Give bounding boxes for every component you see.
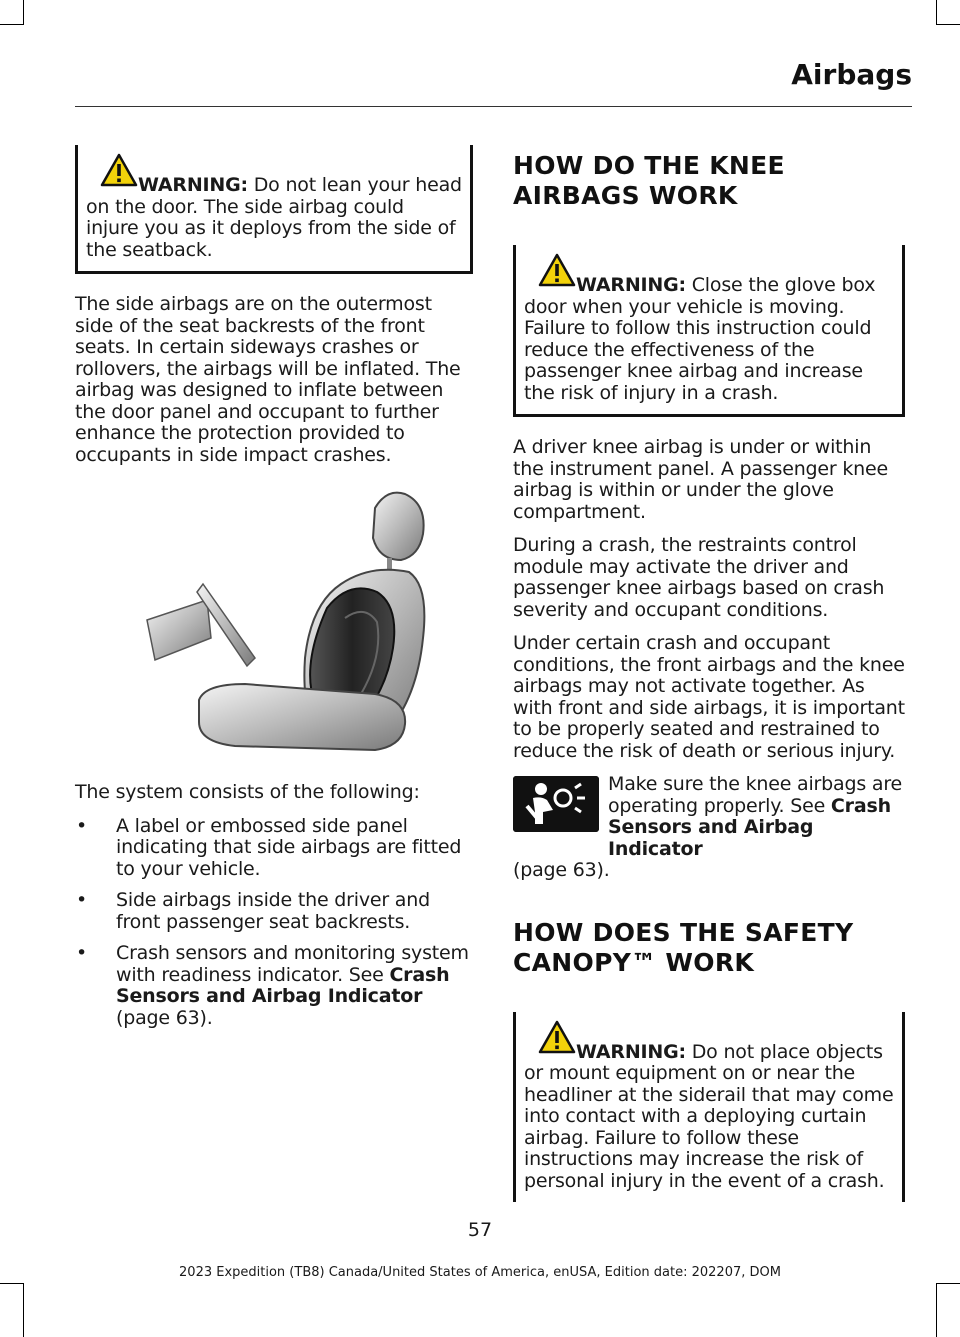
warning-label: WARNING: <box>576 274 686 296</box>
warning-label: WARNING: <box>576 1040 686 1063</box>
header-rule <box>75 106 912 107</box>
side-airbag-description: The side airbags are on the outermost side of the seat backrests of the front seats. In certain sideways crashes or rollovers, the airbags will be inflated. The airbag was designed to inflate between the door panel and occupant to further enhance the protection provided to occupants in side impact crashes. <box>75 293 461 466</box>
crop-mark <box>23 0 24 24</box>
knee-airbag-conditions: Under certain crash and occupant conditions, the front airbags and the knee airbags may not activate together. As with front and side airbags, it is important to be properly seated and restrained to reduce the risk of death or serious injury. <box>513 632 905 762</box>
warning-body: Close the glove box door when your vehicle is moving. Failure to follow this instruction could reduce the effectiveness of the passenger knee airbag and increase the risk of injury in a crash. <box>524 274 876 404</box>
page-ref: (page 63). <box>116 1006 213 1029</box>
list-item-text: Crash sensors and monitoring system with readiness indicator. See <box>116 942 469 986</box>
seat-side-airbag-illustration <box>75 488 473 756</box>
edition-info: 2023 Expedition (TB8) Canada/United States of America, enUSA, Edition date: 202207, DOM <box>179 1265 781 1280</box>
knee-airbag-location: A driver knee airbag is under or within the instrument panel. A passenger knee airbag is within or under the glove compartment. <box>513 436 888 523</box>
crop-mark <box>936 1283 937 1337</box>
warning-text <box>524 275 894 404</box>
warning-body: Do not place objects or mount equipment on or near the headliner at the siderail that may come into contact with a deploying curtain airbag. Failure to follow these instructions may increase the risk of personal injury in the event of a crash. <box>524 1040 894 1192</box>
crop-mark <box>936 24 960 25</box>
crop-mark <box>23 1283 24 1337</box>
page-number: 57 <box>467 1219 493 1241</box>
warning-triangle-icon <box>100 153 138 187</box>
crash-sensors-link[interactable]: Crash Sensors and Airbag Indicator <box>608 794 891 860</box>
warning-label: WARNING: <box>138 174 248 196</box>
left-column <box>75 145 473 1039</box>
knee-airbag-activation: During a crash, the restraints control module may activate the driver and passenger knee airbags based on crash severity and occupant conditions. <box>513 534 885 621</box>
page-title: Airbags <box>791 58 912 91</box>
warning-body: Do not lean your head on the door. The side airbag could injure you as it deploys from the side of the seatback. <box>86 174 462 261</box>
note-text: Make sure the knee airbags are operating properly. See <box>608 773 903 817</box>
airbag-indicator-note <box>513 774 905 882</box>
system-components-list <box>75 816 473 1030</box>
warning-box-safety-canopy <box>513 1012 905 1203</box>
page-ref: (page 63). <box>513 859 610 881</box>
warning-text <box>524 1042 894 1193</box>
warning-box-knee-airbag <box>513 245 905 417</box>
system-consists-intro: The system consists of the following: <box>75 781 420 803</box>
heading-safety-canopy: HOW DOES THE SAFETY CANOPY™ WORK <box>513 917 854 977</box>
warning-triangle-icon <box>538 253 576 287</box>
crop-mark <box>0 24 24 25</box>
crop-mark <box>936 1283 960 1284</box>
airbag-warning-icon <box>513 776 599 832</box>
crash-sensors-link[interactable]: Crash Sensors and Airbag Indicator <box>116 963 450 1007</box>
right-column <box>513 145 905 1222</box>
list-item: • Side airbags inside the driver and front passenger seat backrests. <box>75 890 473 933</box>
heading-knee-airbags: HOW DO THE KNEE AIRBAGS WORK <box>513 151 785 210</box>
list-item <box>75 943 473 1029</box>
crop-mark <box>0 1283 24 1284</box>
warning-box-side-airbag <box>75 145 473 274</box>
knee-airbag-check-text <box>608 774 905 860</box>
crop-mark <box>936 0 937 24</box>
warning-text <box>86 175 462 261</box>
list-item: • A label or embossed side panel indicating that side airbags are fitted to your vehicle. <box>75 816 473 881</box>
warning-triangle-icon <box>538 1020 576 1054</box>
